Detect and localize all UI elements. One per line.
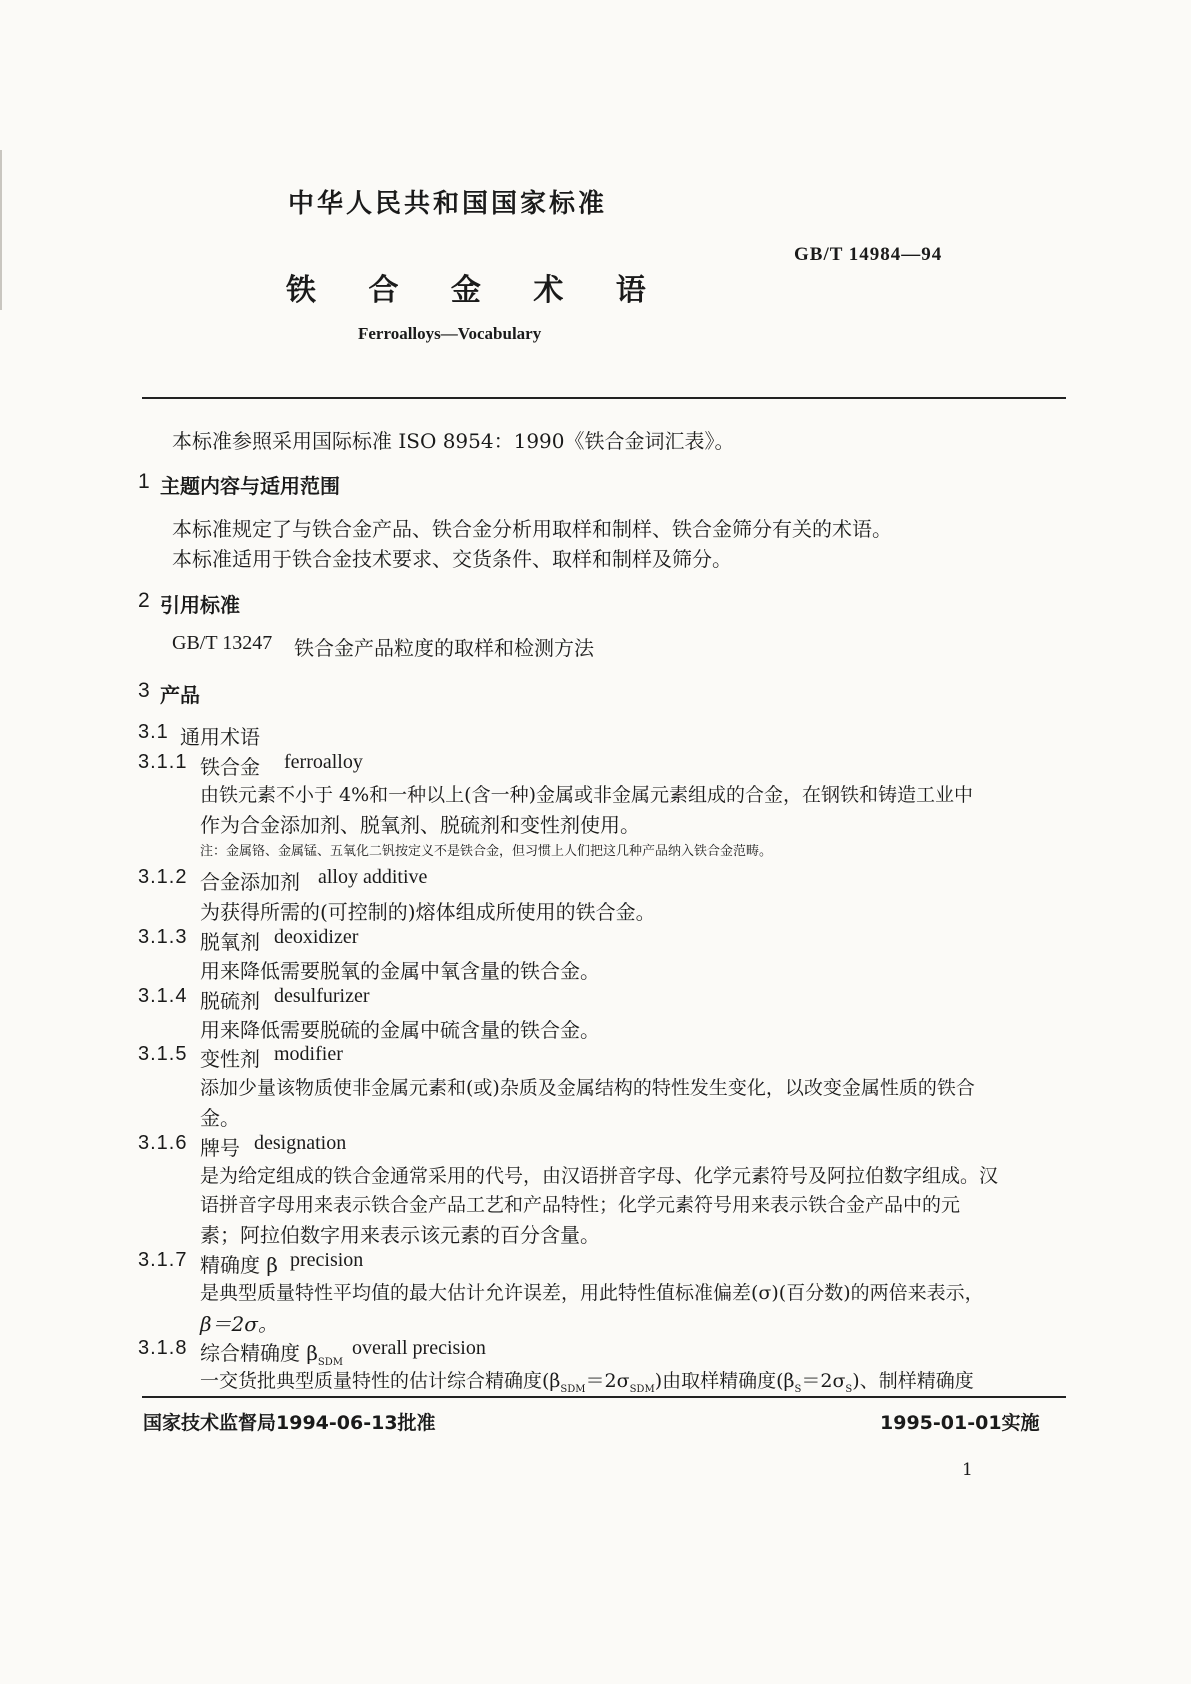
section-1-number: 1 <box>138 470 150 493</box>
section-1-paragraph-1: 本标准规定了与铁合金产品、铁合金分析用取样和制样、铁合金筛分有关的术语。 <box>172 517 892 541</box>
reference-code: GB/T 13247 <box>172 632 273 654</box>
term-chinese-with-subscript <box>200 1337 343 1368</box>
term-definition-line: 语拼音字母用来表示铁合金产品工艺和产品特性；化学元素符号用来表示铁合金产品中的元 <box>200 1194 961 1216</box>
standard-code: GB/T 14984—94 <box>794 244 943 265</box>
term-english: modifier <box>274 1043 343 1065</box>
term-english: precision <box>290 1249 364 1271</box>
term-number: 3.1.3 <box>138 926 188 948</box>
term-english: ferroalloy <box>284 751 363 773</box>
subsection-3-1-number: 3.1 <box>138 721 169 743</box>
scan-edge-mark <box>0 150 2 310</box>
term-definition-line: 作为合金添加剂、脱氧剂、脱硫剂和变性剂使用。 <box>200 813 640 837</box>
definition-subscript: S <box>845 1383 853 1395</box>
term-chinese: 精确度 β <box>200 1253 278 1277</box>
document-title-english: Ferroalloys—Vocabulary <box>358 324 542 343</box>
definition-fragment: ＝2σ <box>801 1370 846 1392</box>
term-number: 3.1.2 <box>138 866 188 888</box>
term-note: 注：金属铬、金属锰、五氧化二钒按定义不是铁合金，但习惯上人们把这几种产品纳入铁合金范畴。 <box>200 844 773 859</box>
term-definition-line: 是典型质量特性平均值的最大估计允许误差，用此特性值标准偏差(σ)(百分数)的两倍来表示， <box>200 1282 984 1304</box>
section-2-number: 2 <box>138 589 150 612</box>
section-3-title: 产品 <box>160 683 200 707</box>
term-english: desulfurizer <box>274 985 370 1007</box>
term-chinese: 综合精确度 β <box>200 1341 318 1365</box>
footer-rule <box>142 1396 1066 1398</box>
approval-date: 国家技术监督局1994-06-13批准 <box>143 1412 436 1434</box>
definition-subscript: SDM <box>560 1383 586 1395</box>
term-definition-line: 金。 <box>200 1106 240 1130</box>
term-number: 3.1.5 <box>138 1043 188 1065</box>
header-rule <box>142 397 1066 399</box>
term-chinese: 变性剂 <box>200 1047 260 1071</box>
definition-subscript: S <box>794 1383 802 1395</box>
term-english: overall precision <box>352 1337 486 1359</box>
term-definition-line: β＝2σ。 <box>200 1312 278 1336</box>
section-3-number: 3 <box>138 679 150 702</box>
term-chinese: 脱氧剂 <box>200 930 260 954</box>
section-1-title: 主题内容与适用范围 <box>160 474 340 498</box>
section-1-paragraph-2: 本标准适用于铁合金技术要求、交货条件、取样和制样及筛分。 <box>172 547 732 571</box>
term-chinese: 铁合金 <box>200 755 260 779</box>
term-subscript: SDM <box>317 1357 344 1368</box>
term-definition-line: 素；阿拉伯数字用来表示该元素的百分含量。 <box>200 1223 600 1247</box>
term-definition-line: 是为给定组成的铁合金通常采用的代号，由汉语拼音字母、化学元素符号及阿拉伯数字组成。汉 <box>200 1165 999 1187</box>
definition-subscript: SDM <box>629 1383 655 1395</box>
term-chinese: 牌号 <box>200 1136 240 1160</box>
intro-paragraph: 本标准参照采用国际标准 ISO 8954：1990《铁合金词汇表》。 <box>172 429 735 453</box>
implementation-date: 1995-01-01实施 <box>880 1412 1040 1434</box>
term-number: 3.1.8 <box>138 1337 188 1359</box>
document-title: 铁 合 金 术 语 <box>286 273 646 308</box>
term-chinese: 脱硫剂 <box>200 989 260 1013</box>
term-chinese: 合金添加剂 <box>200 870 300 894</box>
definition-fragment: )、制样精确度 <box>852 1370 974 1392</box>
term-english: deoxidizer <box>274 926 359 948</box>
section-2-title: 引用标准 <box>160 593 240 617</box>
page-number: 1 <box>962 1460 973 1480</box>
term-number: 3.1.7 <box>138 1249 188 1271</box>
term-english: designation <box>254 1132 347 1154</box>
subsection-3-1-title: 通用术语 <box>180 725 260 749</box>
definition-fragment: ＝2σ <box>585 1370 630 1392</box>
term-definition-line: 为获得所需的(可控制的)熔体组成所使用的铁合金。 <box>200 900 656 924</box>
term-definition-line: 用来降低需要脱氧的金属中氧含量的铁合金。 <box>200 959 600 983</box>
standard-category-title: 中华人民共和国国家标准 <box>288 189 608 219</box>
term-number: 3.1.1 <box>138 751 188 773</box>
term-number: 3.1.4 <box>138 985 188 1007</box>
term-number: 3.1.6 <box>138 1132 188 1154</box>
term-definition-line: 添加少量该物质使非金属元素和(或)杂质及金属结构的特性发生变化，以改变金属性质的铁合 <box>200 1077 975 1099</box>
reference-title: 铁合金产品粒度的取样和检测方法 <box>294 636 594 660</box>
term-definition-line: 由铁元素不小于 4%和一种以上(含一种)金属或非金属元素组成的合金，在钢铁和铸造工业中 <box>200 784 974 806</box>
term-definition-line <box>200 1366 974 1395</box>
definition-fragment: 一交货批典型质量特性的估计综合精确度(β <box>200 1370 561 1392</box>
term-definition-line: 用来降低需要脱硫的金属中硫含量的铁合金。 <box>200 1018 600 1042</box>
term-english: alloy additive <box>318 866 428 888</box>
definition-fragment: )由取样精确度(β <box>654 1370 795 1392</box>
